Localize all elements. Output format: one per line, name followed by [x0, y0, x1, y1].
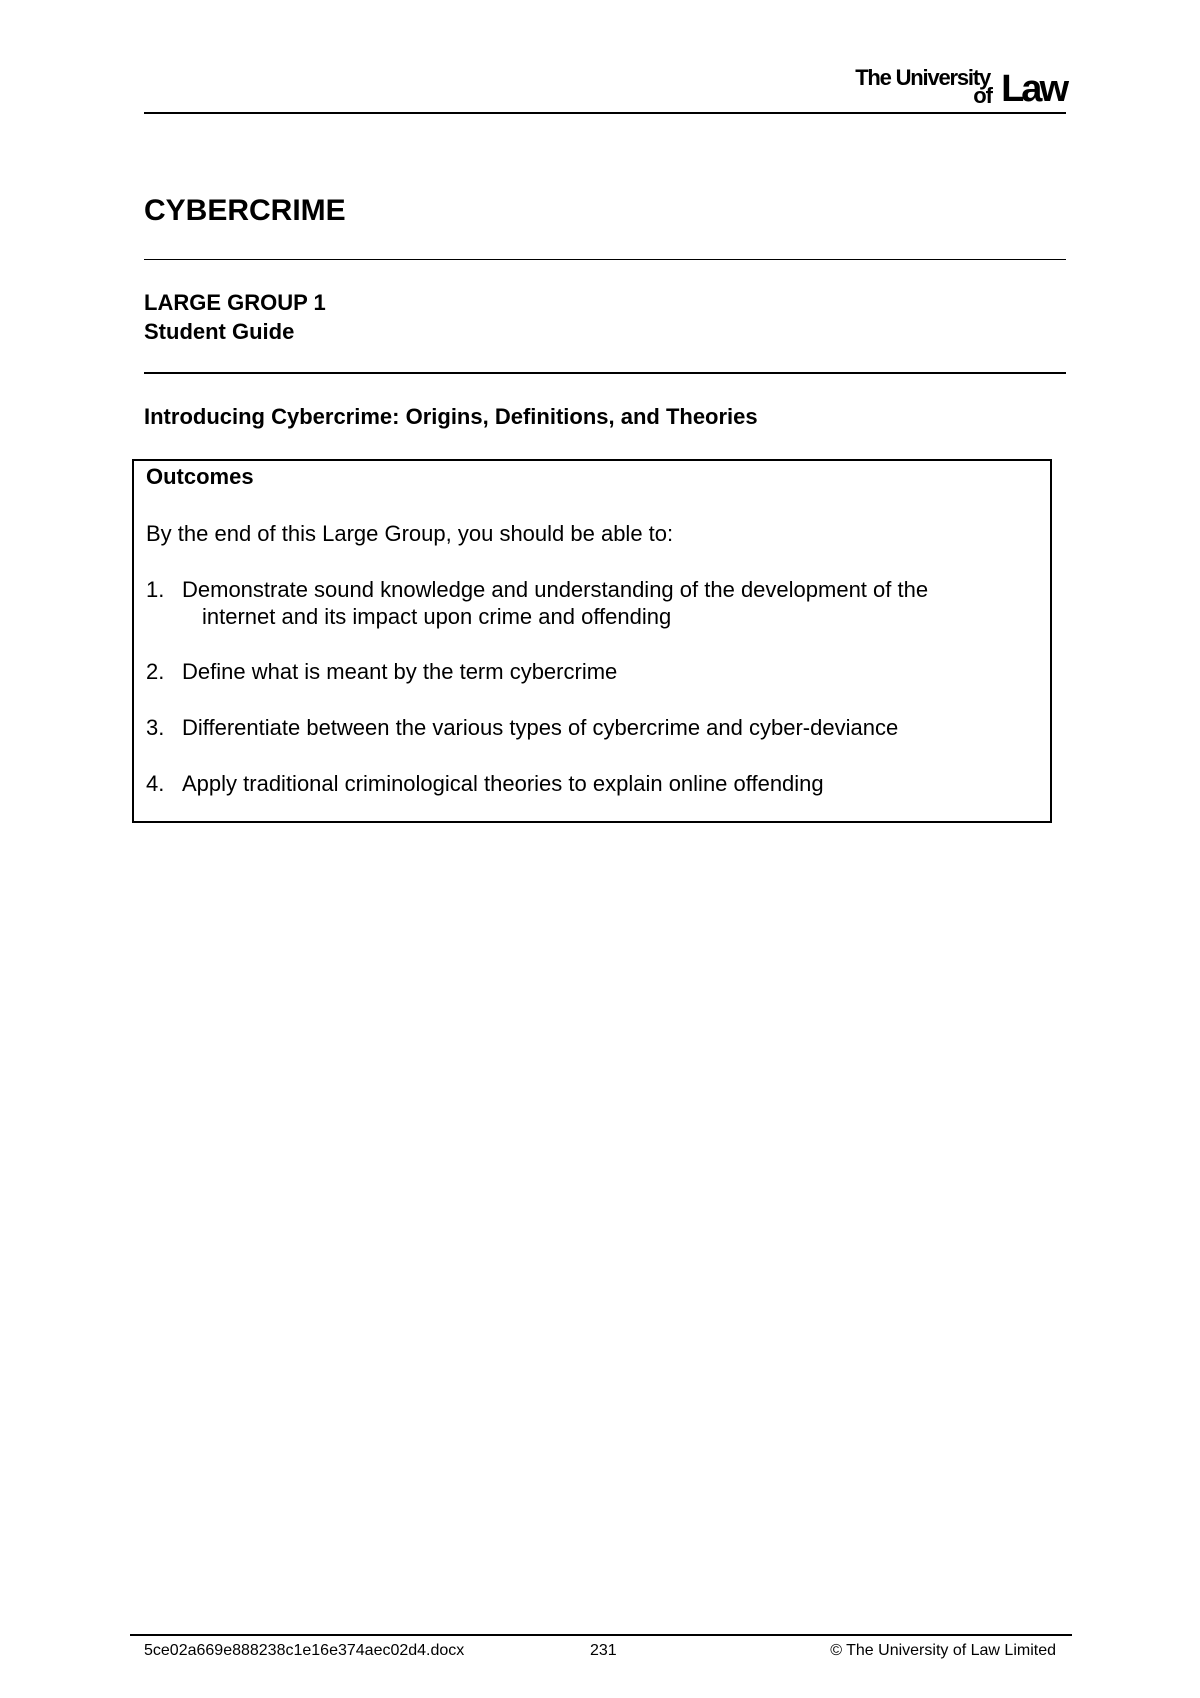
- footer-copyright: © The University of Law Limited: [830, 1642, 1056, 1659]
- large-group-label: LARGE GROUP 1: [144, 290, 326, 315]
- outcome-item-4: [146, 770, 1040, 797]
- header-divider: [144, 112, 1066, 114]
- logo-line-3: Law: [1001, 68, 1066, 110]
- document-title: CYBERCRIME: [144, 194, 346, 227]
- outcome-text-line-1: Demonstrate sound knowledge and understanding of the development of the: [182, 577, 929, 602]
- outcome-text: Define what is meant by the term cybercrime: [182, 659, 618, 684]
- outcome-number: 3.: [146, 715, 165, 740]
- outcomes-intro: By the end of this Large Group, you should be able to:: [146, 521, 674, 546]
- footer-page-number: 231: [590, 1642, 617, 1659]
- outcome-item-3: [146, 714, 1040, 741]
- outcome-text-line-2: internet and its impact upon crime and offending: [202, 604, 672, 629]
- outcome-text: Differentiate between the various types of cybercrime and cyber-deviance: [182, 715, 899, 740]
- outcome-text: [182, 576, 1040, 630]
- university-logo: [855, 65, 1066, 110]
- group-divider: [144, 372, 1066, 374]
- outcomes-box: [132, 459, 1052, 823]
- group-block: [144, 288, 326, 346]
- outcome-number: 1.: [146, 577, 165, 602]
- outcomes-heading: Outcomes: [146, 464, 254, 489]
- student-guide-label: Student Guide: [144, 319, 295, 344]
- title-divider: [144, 259, 1066, 260]
- outcome-number: 2.: [146, 659, 165, 684]
- logo-line-2: of: [973, 83, 992, 108]
- outcome-item-1: [146, 576, 1040, 630]
- logo-line-1: The University: [855, 65, 990, 90]
- outcome-number: 4.: [146, 771, 165, 796]
- session-subtitle: Introducing Cybercrime: Origins, Definitions, and Theories: [144, 404, 758, 429]
- footer-filename: 5ce02a669e888238c1e16e374aec02d4.docx: [144, 1642, 465, 1659]
- outcome-item-2: [146, 658, 1040, 685]
- footer-divider: [130, 1634, 1072, 1636]
- outcome-text: Apply traditional criminological theories to explain online offending: [182, 771, 824, 796]
